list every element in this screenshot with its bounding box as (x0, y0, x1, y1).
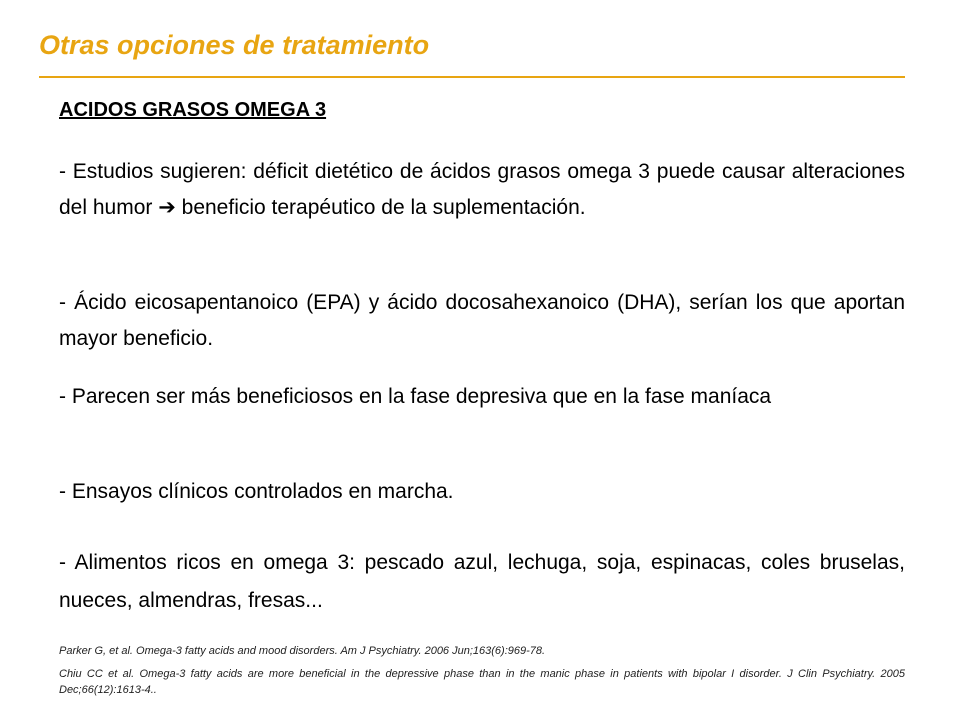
reference-parker: Parker G, et al. Omega-3 fatty acids and mood disorders. Am J Psychiatry. 2006 Jun;163(6):969-78. (59, 645, 546, 657)
paragraph-studies: - Estudios sugieren: déficit dietético de ácidos grasos omega 3 puede causar alteraciones del humor ➔ beneficio terapéutico de la suplementación. (59, 160, 905, 219)
slide-title: Otras opciones de tratamiento (39, 30, 430, 60)
title-underline-divider (39, 76, 905, 78)
paragraph-epa-dha: - Ácido eicosapentanoico (EPA) y ácido docosahexanoico (DHA), serían los que aportan mayor beneficio. (59, 291, 905, 350)
paragraph-foods: - Alimentos ricos en omega 3: pescado azul, lechuga, soja, espinacas, coles bruselas, nueces, almendras, fresas... (59, 551, 905, 612)
paragraph-depressive-phase: - Parecen ser más beneficiosos en la fase depresiva que en la fase maníaca (59, 385, 772, 408)
reference-chiu: Chiu CC et al. Omega-3 fatty acids are more beneficial in the depressive phase than in the manic phase in patients with bipolar I disorder. J Clin Psychiatry. 2005 Dec;66(12):1613-4.. (59, 668, 905, 696)
section-heading: ACIDOS GRASOS OMEGA 3 (59, 99, 327, 121)
paragraph-clinical-trials: - Ensayos clínicos controlados en marcha. (59, 480, 454, 503)
